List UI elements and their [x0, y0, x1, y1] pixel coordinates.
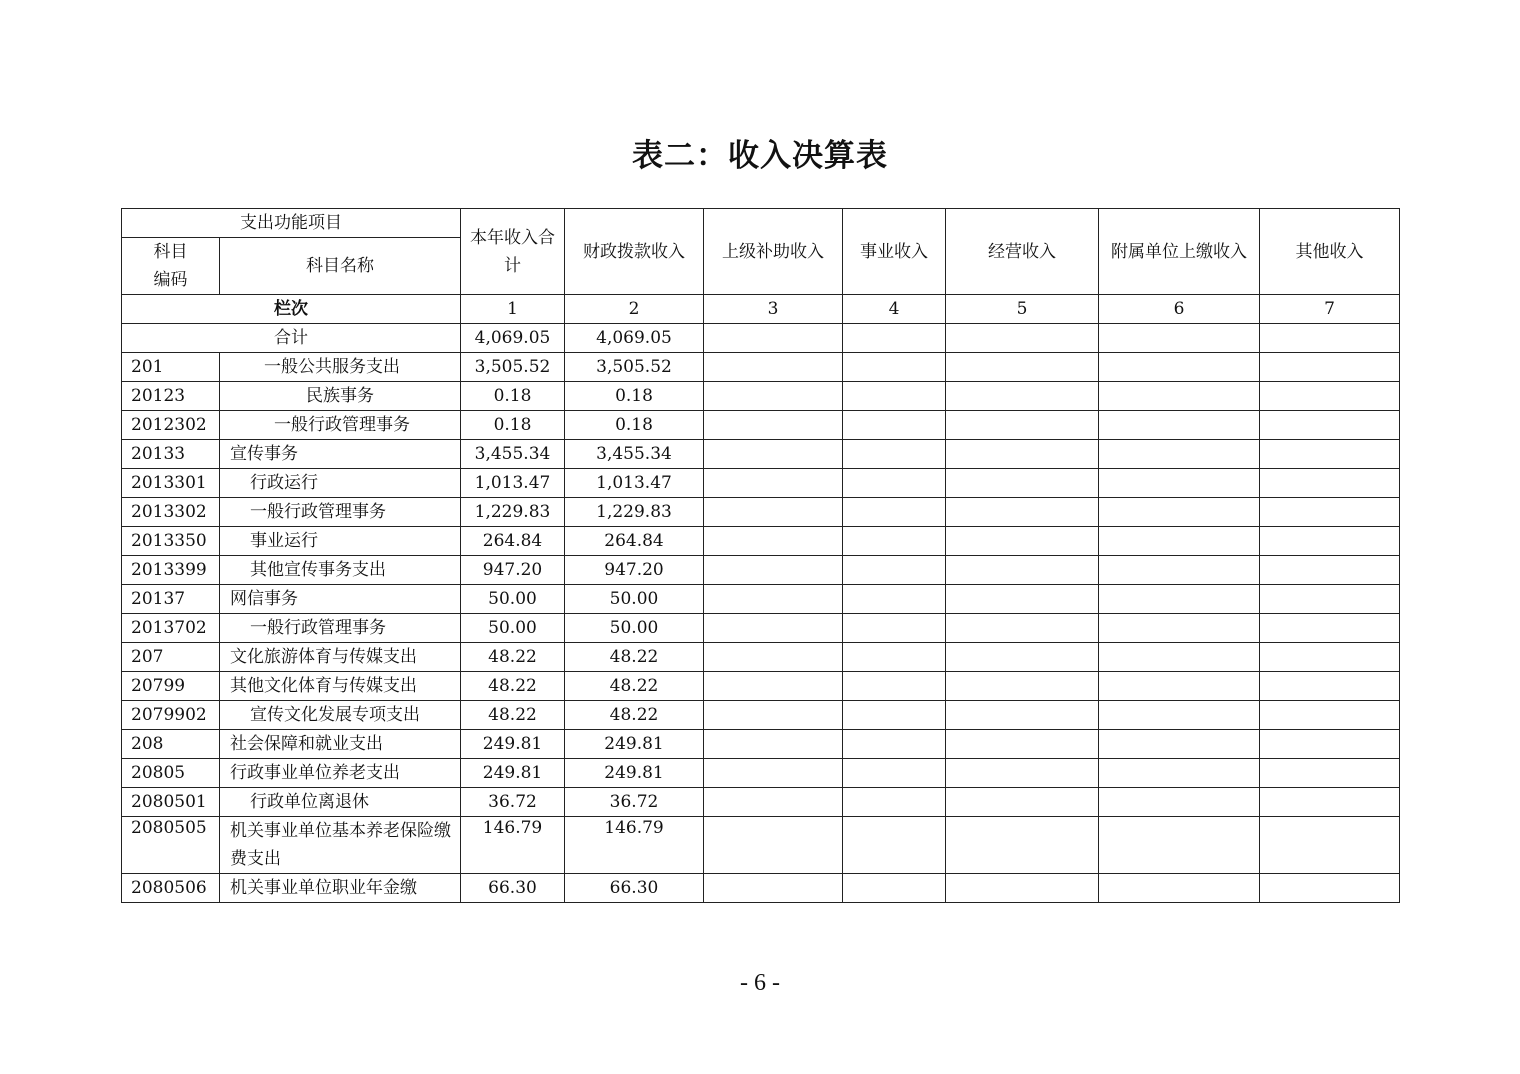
business-income-cell: [843, 585, 946, 614]
superior-income-cell: [704, 498, 843, 527]
other-income-cell: [1260, 527, 1400, 556]
total-income-cell: 66.30: [461, 874, 565, 903]
subject-code: 2080506: [122, 874, 220, 903]
fiscal-income-cell: 36.72: [565, 788, 704, 817]
business-income-cell: [843, 643, 946, 672]
affiliate-income-cell: [1099, 469, 1260, 498]
business-income-cell: [843, 817, 946, 874]
subject-code: 2079902: [122, 701, 220, 730]
table-row: [122, 672, 1400, 701]
business-income-cell: [843, 411, 946, 440]
other-income-cell: [1260, 411, 1400, 440]
superior-income-cell: [704, 353, 843, 382]
business-income-cell: [843, 614, 946, 643]
business-income-cell: [843, 498, 946, 527]
subject-code: 20133: [122, 440, 220, 469]
subject-name: 事业运行: [220, 527, 461, 556]
total-income-cell: 146.79: [461, 817, 565, 874]
business-income-cell: [843, 353, 946, 382]
total-empty-cell: [843, 324, 946, 353]
operation-income-cell: [946, 469, 1099, 498]
subject-name: 社会保障和就业支出: [220, 730, 461, 759]
business-income-cell: [843, 672, 946, 701]
table-row: [122, 614, 1400, 643]
fiscal-income-cell: 48.22: [565, 701, 704, 730]
affiliate-income-cell: [1099, 411, 1260, 440]
superior-income-cell: [704, 730, 843, 759]
subject-code: 2080505: [122, 817, 220, 874]
total-income-cell: 1,013.47: [461, 469, 565, 498]
total-income-cell: 48.22: [461, 701, 565, 730]
fiscal-income-cell: 3,455.34: [565, 440, 704, 469]
fiscal-income-cell: 264.84: [565, 527, 704, 556]
operation-income-cell: [946, 614, 1099, 643]
business-income-cell: [843, 527, 946, 556]
other-income-cell: [1260, 701, 1400, 730]
header-business: 事业收入: [843, 209, 946, 295]
subject-code: 2013302: [122, 498, 220, 527]
other-income-cell: [1260, 498, 1400, 527]
superior-income-cell: [704, 759, 843, 788]
business-income-cell: [843, 874, 946, 903]
total-income: 4,069.05: [461, 324, 565, 353]
column-index-6: 6: [1099, 295, 1260, 324]
total-empty-cell: [1099, 324, 1260, 353]
fiscal-income-cell: 50.00: [565, 585, 704, 614]
column-index-5: 5: [946, 295, 1099, 324]
table-row: [122, 382, 1400, 411]
subject-code: 2013350: [122, 527, 220, 556]
subject-name: 民族事务: [220, 382, 461, 411]
other-income-cell: [1260, 469, 1400, 498]
other-income-cell: [1260, 382, 1400, 411]
total-income-cell: 48.22: [461, 643, 565, 672]
subject-code: 20137: [122, 585, 220, 614]
subject-code: 208: [122, 730, 220, 759]
fiscal-income-cell: 66.30: [565, 874, 704, 903]
subject-name: 网信事务: [220, 585, 461, 614]
subject-name: 行政事业单位养老支出: [220, 759, 461, 788]
total-income-cell: 3,455.34: [461, 440, 565, 469]
affiliate-income-cell: [1099, 730, 1260, 759]
total-empty-cell: [704, 324, 843, 353]
other-income-cell: [1260, 585, 1400, 614]
total-income-cell: 947.20: [461, 556, 565, 585]
other-income-cell: [1260, 614, 1400, 643]
other-income-cell: [1260, 759, 1400, 788]
operation-income-cell: [946, 382, 1099, 411]
total-income-cell: 36.72: [461, 788, 565, 817]
other-income-cell: [1260, 643, 1400, 672]
superior-income-cell: [704, 411, 843, 440]
superior-income-cell: [704, 382, 843, 411]
operation-income-cell: [946, 556, 1099, 585]
table-row: [122, 788, 1400, 817]
header-group: 支出功能项目: [122, 209, 461, 238]
fiscal-income-cell: 1,229.83: [565, 498, 704, 527]
subject-code: 2080501: [122, 788, 220, 817]
total-income-cell: 249.81: [461, 759, 565, 788]
operation-income-cell: [946, 730, 1099, 759]
subject-code: 20123: [122, 382, 220, 411]
affiliate-income-cell: [1099, 701, 1260, 730]
table-row: [122, 469, 1400, 498]
other-income-cell: [1260, 440, 1400, 469]
affiliate-income-cell: [1099, 874, 1260, 903]
operation-income-cell: [946, 672, 1099, 701]
subject-name: 一般行政管理事务: [220, 411, 461, 440]
superior-income-cell: [704, 614, 843, 643]
subject-code: 2013301: [122, 469, 220, 498]
column-index-2: 2: [565, 295, 704, 324]
header-affiliate: 附属单位上缴收入: [1099, 209, 1260, 295]
subject-name: 一般行政管理事务: [220, 498, 461, 527]
operation-income-cell: [946, 874, 1099, 903]
total-income-cell: 48.22: [461, 672, 565, 701]
table-row: [122, 556, 1400, 585]
table-row: [122, 585, 1400, 614]
subject-name: 行政运行: [220, 469, 461, 498]
total-income-cell: 0.18: [461, 411, 565, 440]
total-label: 合计: [122, 324, 461, 353]
other-income-cell: [1260, 817, 1400, 874]
business-income-cell: [843, 556, 946, 585]
affiliate-income-cell: [1099, 527, 1260, 556]
superior-income-cell: [704, 643, 843, 672]
affiliate-income-cell: [1099, 382, 1260, 411]
table-row: [122, 759, 1400, 788]
fiscal-income-cell: 249.81: [565, 759, 704, 788]
operation-income-cell: [946, 527, 1099, 556]
affiliate-income-cell: [1099, 440, 1260, 469]
total-fiscal: 4,069.05: [565, 324, 704, 353]
fiscal-income-cell: 249.81: [565, 730, 704, 759]
subject-name: 行政单位离退休: [220, 788, 461, 817]
business-income-cell: [843, 759, 946, 788]
subject-code: 20799: [122, 672, 220, 701]
other-income-cell: [1260, 788, 1400, 817]
operation-income-cell: [946, 411, 1099, 440]
affiliate-income-cell: [1099, 672, 1260, 701]
income-table: [121, 208, 1400, 903]
table-row: [122, 411, 1400, 440]
column-index-label: 栏次: [122, 295, 461, 324]
total-income-cell: 264.84: [461, 527, 565, 556]
column-index-3: 3: [704, 295, 843, 324]
superior-income-cell: [704, 556, 843, 585]
column-index-1: 1: [461, 295, 565, 324]
total-income-cell: 0.18: [461, 382, 565, 411]
subject-name: 其他文化体育与传媒支出: [220, 672, 461, 701]
subject-name: 机关事业单位基本养老保险缴费支出: [220, 817, 461, 874]
page-title: 表二：收入决算表: [632, 138, 888, 174]
header-other: 其他收入: [1260, 209, 1400, 295]
subject-code: 201: [122, 353, 220, 382]
header-operation: 经营收入: [946, 209, 1099, 295]
affiliate-income-cell: [1099, 788, 1260, 817]
total-empty-cell: [946, 324, 1099, 353]
table-row: [122, 730, 1400, 759]
affiliate-income-cell: [1099, 759, 1260, 788]
superior-income-cell: [704, 672, 843, 701]
business-income-cell: [843, 730, 946, 759]
total-income-cell: 1,229.83: [461, 498, 565, 527]
affiliate-income-cell: [1099, 585, 1260, 614]
superior-income-cell: [704, 527, 843, 556]
table-row: [122, 440, 1400, 469]
superior-income-cell: [704, 440, 843, 469]
subject-name: 机关事业单位职业年金缴: [220, 874, 461, 903]
business-income-cell: [843, 788, 946, 817]
subject-name: 其他宣传事务支出: [220, 556, 461, 585]
total-income-cell: 249.81: [461, 730, 565, 759]
superior-income-cell: [704, 874, 843, 903]
header-name: 科目名称: [220, 238, 461, 295]
table-row: [122, 817, 1400, 874]
page-number: - 6 -: [740, 970, 780, 996]
affiliate-income-cell: [1099, 498, 1260, 527]
affiliate-income-cell: [1099, 556, 1260, 585]
fiscal-income-cell: 1,013.47: [565, 469, 704, 498]
subject-name: 一般行政管理事务: [220, 614, 461, 643]
other-income-cell: [1260, 874, 1400, 903]
table-row: [122, 874, 1400, 903]
column-index-7: 7: [1260, 295, 1400, 324]
header-fiscal: 财政拨款收入: [565, 209, 704, 295]
business-income-cell: [843, 701, 946, 730]
subject-code: 2012302: [122, 411, 220, 440]
superior-income-cell: [704, 701, 843, 730]
total-empty-cell: [1260, 324, 1400, 353]
subject-name: 一般公共服务支出: [220, 353, 461, 382]
operation-income-cell: [946, 759, 1099, 788]
operation-income-cell: [946, 817, 1099, 874]
affiliate-income-cell: [1099, 817, 1260, 874]
other-income-cell: [1260, 556, 1400, 585]
operation-income-cell: [946, 440, 1099, 469]
fiscal-income-cell: 48.22: [565, 672, 704, 701]
subject-name: 宣传事务: [220, 440, 461, 469]
table-row: [122, 701, 1400, 730]
table-row: [122, 498, 1400, 527]
column-index-4: 4: [843, 295, 946, 324]
superior-income-cell: [704, 788, 843, 817]
fiscal-income-cell: 0.18: [565, 411, 704, 440]
affiliate-income-cell: [1099, 614, 1260, 643]
subject-code: 207: [122, 643, 220, 672]
other-income-cell: [1260, 672, 1400, 701]
operation-income-cell: [946, 353, 1099, 382]
operation-income-cell: [946, 788, 1099, 817]
total-income-cell: 50.00: [461, 614, 565, 643]
subject-code: 2013702: [122, 614, 220, 643]
subject-name: 宣传文化发展专项支出: [220, 701, 461, 730]
subject-code: 2013399: [122, 556, 220, 585]
header-code: 科目 编码: [122, 238, 220, 295]
other-income-cell: [1260, 353, 1400, 382]
affiliate-income-cell: [1099, 353, 1260, 382]
total-income-cell: 3,505.52: [461, 353, 565, 382]
business-income-cell: [843, 440, 946, 469]
fiscal-income-cell: 146.79: [565, 817, 704, 874]
total-income-cell: 50.00: [461, 585, 565, 614]
fiscal-income-cell: 50.00: [565, 614, 704, 643]
table-row: [122, 353, 1400, 382]
fiscal-income-cell: 3,505.52: [565, 353, 704, 382]
operation-income-cell: [946, 701, 1099, 730]
operation-income-cell: [946, 585, 1099, 614]
superior-income-cell: [704, 469, 843, 498]
affiliate-income-cell: [1099, 643, 1260, 672]
operation-income-cell: [946, 643, 1099, 672]
other-income-cell: [1260, 730, 1400, 759]
business-income-cell: [843, 469, 946, 498]
subject-code: 20805: [122, 759, 220, 788]
business-income-cell: [843, 382, 946, 411]
header-superior: 上级补助收入: [704, 209, 843, 295]
header-total: 本年收入合计: [461, 209, 565, 295]
fiscal-income-cell: 48.22: [565, 643, 704, 672]
superior-income-cell: [704, 585, 843, 614]
operation-income-cell: [946, 498, 1099, 527]
superior-income-cell: [704, 817, 843, 874]
fiscal-income-cell: 947.20: [565, 556, 704, 585]
table-row: [122, 527, 1400, 556]
subject-name: 文化旅游体育与传媒支出: [220, 643, 461, 672]
fiscal-income-cell: 0.18: [565, 382, 704, 411]
table-row: [122, 643, 1400, 672]
